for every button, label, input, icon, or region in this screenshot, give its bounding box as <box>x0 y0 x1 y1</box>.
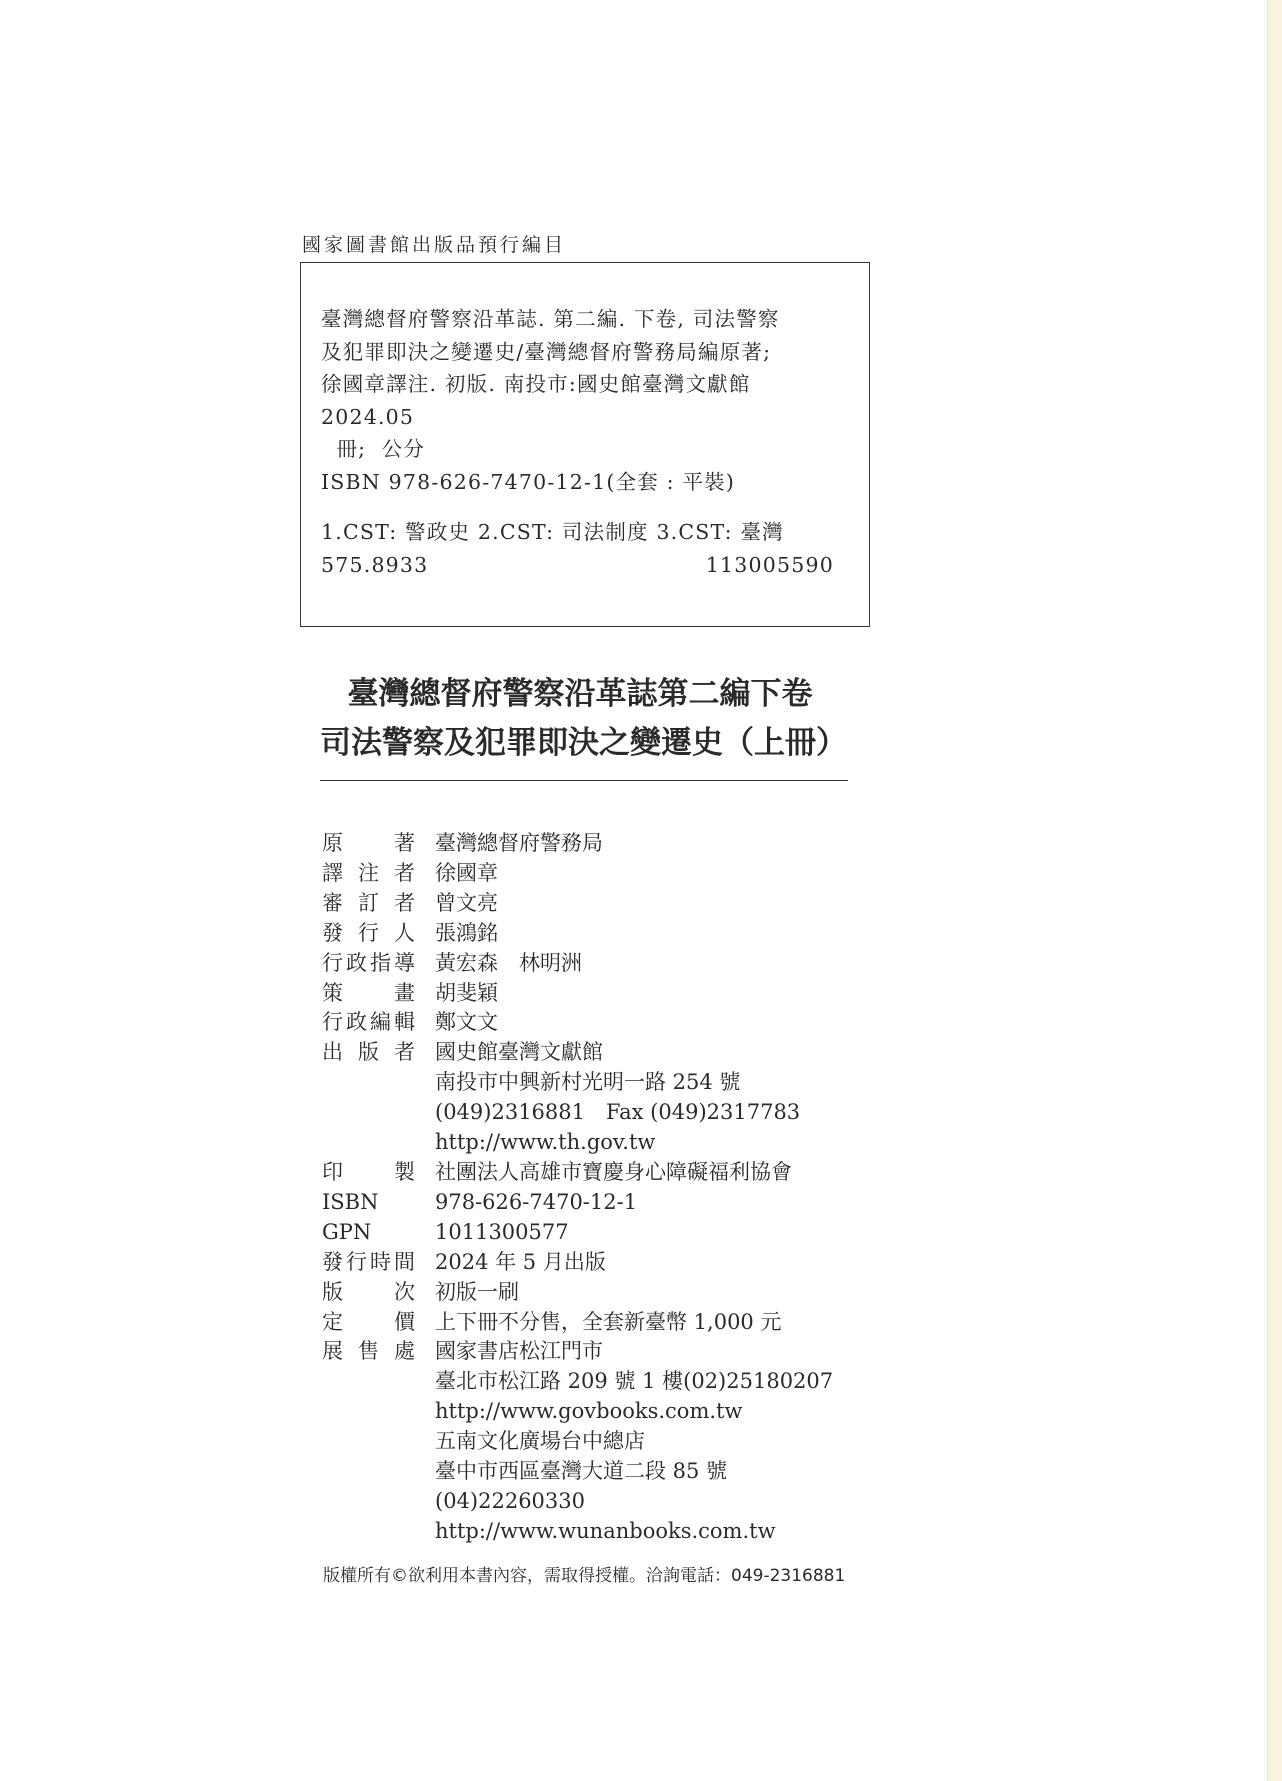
cip-line: 臺灣總督府警察沿革誌. 第二編. 下卷, 司法警察 <box>321 307 780 331</box>
credit-value <box>435 829 603 859</box>
credit-value-line: 上下冊不分售，全套新臺幣 1,000 元 <box>435 1309 782 1334</box>
credit-value-line: 張鴻銘 <box>435 920 498 945</box>
credit-row <box>322 1158 833 1188</box>
credit-value <box>435 949 582 979</box>
credit-row <box>322 1008 833 1038</box>
credit-label: 策畫 <box>322 980 415 1005</box>
credit-label: 原著 <box>322 831 415 855</box>
cip-record-box <box>300 262 870 627</box>
credit-label: 定價 <box>322 1309 415 1334</box>
credit-value-line: 鄭文文 <box>435 1010 498 1035</box>
credit-value-line: 1011300577 <box>435 1219 569 1244</box>
credit-label: 發行人 <box>322 920 415 945</box>
credit-value-line: 臺北市松江路 209 號 1 樓(02)25180207 <box>435 1369 834 1394</box>
credit-value-line: 978-626-7470-12-1 <box>435 1189 638 1214</box>
credit-label: 印製 <box>322 1159 415 1184</box>
credit-row <box>322 1188 833 1218</box>
credit-label: 展售處 <box>322 1339 415 1364</box>
copyright-notice: 版權所有©欲利用本書內容，需取得授權。洽詢電話：049-2316881 <box>323 1566 846 1586</box>
credit-value-line: http://www.govbooks.com.tw <box>435 1399 743 1424</box>
cip-subjects: 1.CST: 警政史 2.CST: 司法制度 3.CST: 臺灣 <box>321 520 784 544</box>
credit-value-line: 徐國章 <box>435 860 498 885</box>
title-divider <box>320 780 848 781</box>
credit-value-line: 臺灣總督府警務局 <box>435 831 603 855</box>
credit-label: 行政指導 <box>322 950 415 975</box>
credit-value-line: http://www.th.gov.tw <box>435 1130 656 1155</box>
credit-label: 發行時間 <box>322 1249 415 1274</box>
credit-label: 審訂者 <box>322 890 415 915</box>
credit-label: ISBN <box>322 1189 379 1214</box>
credit-row <box>322 1038 833 1158</box>
credit-value <box>435 859 498 889</box>
credit-value <box>435 919 498 949</box>
credit-value-line: 臺中市西區臺灣大道二段 85 號 <box>435 1459 728 1484</box>
cip-record-number: 113005590 <box>705 552 834 577</box>
book-title-line-2: 司法警察及犯罪即決之變遷史（上冊） <box>320 725 847 761</box>
cip-line: ISBN 978-626-7470-12-1(全套 : 平裝) <box>321 469 736 494</box>
credit-row <box>322 1337 833 1546</box>
credit-value <box>435 1158 792 1188</box>
credit-value-line: 國家書店松江門市 <box>435 1339 603 1364</box>
credit-value-line: (04)22260330 <box>435 1488 585 1513</box>
credit-value-line: 初版一刷 <box>435 1279 519 1304</box>
credit-value-line: 國史館臺灣文獻館 <box>435 1040 603 1065</box>
cip-classification-row <box>321 549 849 582</box>
credit-value-line: http://www.wunanbooks.com.tw <box>435 1518 776 1543</box>
credit-value <box>435 1308 781 1338</box>
credit-value-line: 胡斐穎 <box>435 980 498 1005</box>
credit-row <box>322 1278 833 1308</box>
credit-value <box>435 1218 569 1248</box>
cip-heading: 國家圖書館出版品預行編目 <box>302 234 567 256</box>
credit-label: 版次 <box>322 1279 415 1304</box>
credit-value <box>435 1337 833 1546</box>
credit-value <box>435 1008 498 1038</box>
credit-value <box>435 1248 606 1278</box>
credit-row <box>322 979 833 1009</box>
credit-row <box>322 1218 833 1248</box>
cip-line: 冊; 公分 <box>321 437 426 461</box>
cip-line: 徐國章譯注. 初版. 南投市:國史館臺灣文獻館 <box>321 372 751 396</box>
credit-row <box>322 1308 833 1338</box>
page-edge-band <box>1267 0 1282 1781</box>
credit-row <box>322 949 833 979</box>
credit-value-line: 社團法人高雄市寶慶身心障礙福利協會 <box>435 1159 792 1184</box>
credit-label: 出版者 <box>322 1040 415 1065</box>
cip-spacer <box>321 498 849 516</box>
credit-value-line: 2024 年 5 月出版 <box>435 1249 606 1274</box>
credit-label: 行政編輯 <box>322 1010 415 1035</box>
credit-row <box>322 919 833 949</box>
credit-value <box>435 1278 519 1308</box>
credits-list <box>322 829 833 1547</box>
credit-value-line: 五南文化廣場台中總店 <box>435 1429 645 1454</box>
credit-row <box>322 859 833 889</box>
book-title-line-1: 臺灣總督府警察沿革誌第二編下卷 <box>347 676 813 712</box>
credit-row <box>322 1248 833 1278</box>
cip-line: 2024.05 <box>321 404 415 429</box>
credit-value <box>435 1038 800 1158</box>
credit-value <box>435 889 498 919</box>
cip-line: 及犯罪即決之變遷史/臺灣總督府警務局編原著; <box>321 339 772 364</box>
credit-value-line: 南投市中興新村光明一路 254 號 <box>435 1070 741 1095</box>
credit-row <box>322 829 833 859</box>
cip-classification: 575.8933 <box>321 552 429 577</box>
credit-value-line: 黃宏森 林明洲 <box>435 950 582 975</box>
credit-label: 譯注者 <box>322 860 415 885</box>
credit-value-line: (049)2316881 Fax (049)2317783 <box>435 1100 801 1125</box>
credit-value <box>435 1188 637 1218</box>
credit-value-line: 曾文亮 <box>435 890 498 915</box>
credit-row <box>322 889 833 919</box>
credit-value <box>435 979 498 1009</box>
credit-label: GPN <box>322 1219 372 1244</box>
